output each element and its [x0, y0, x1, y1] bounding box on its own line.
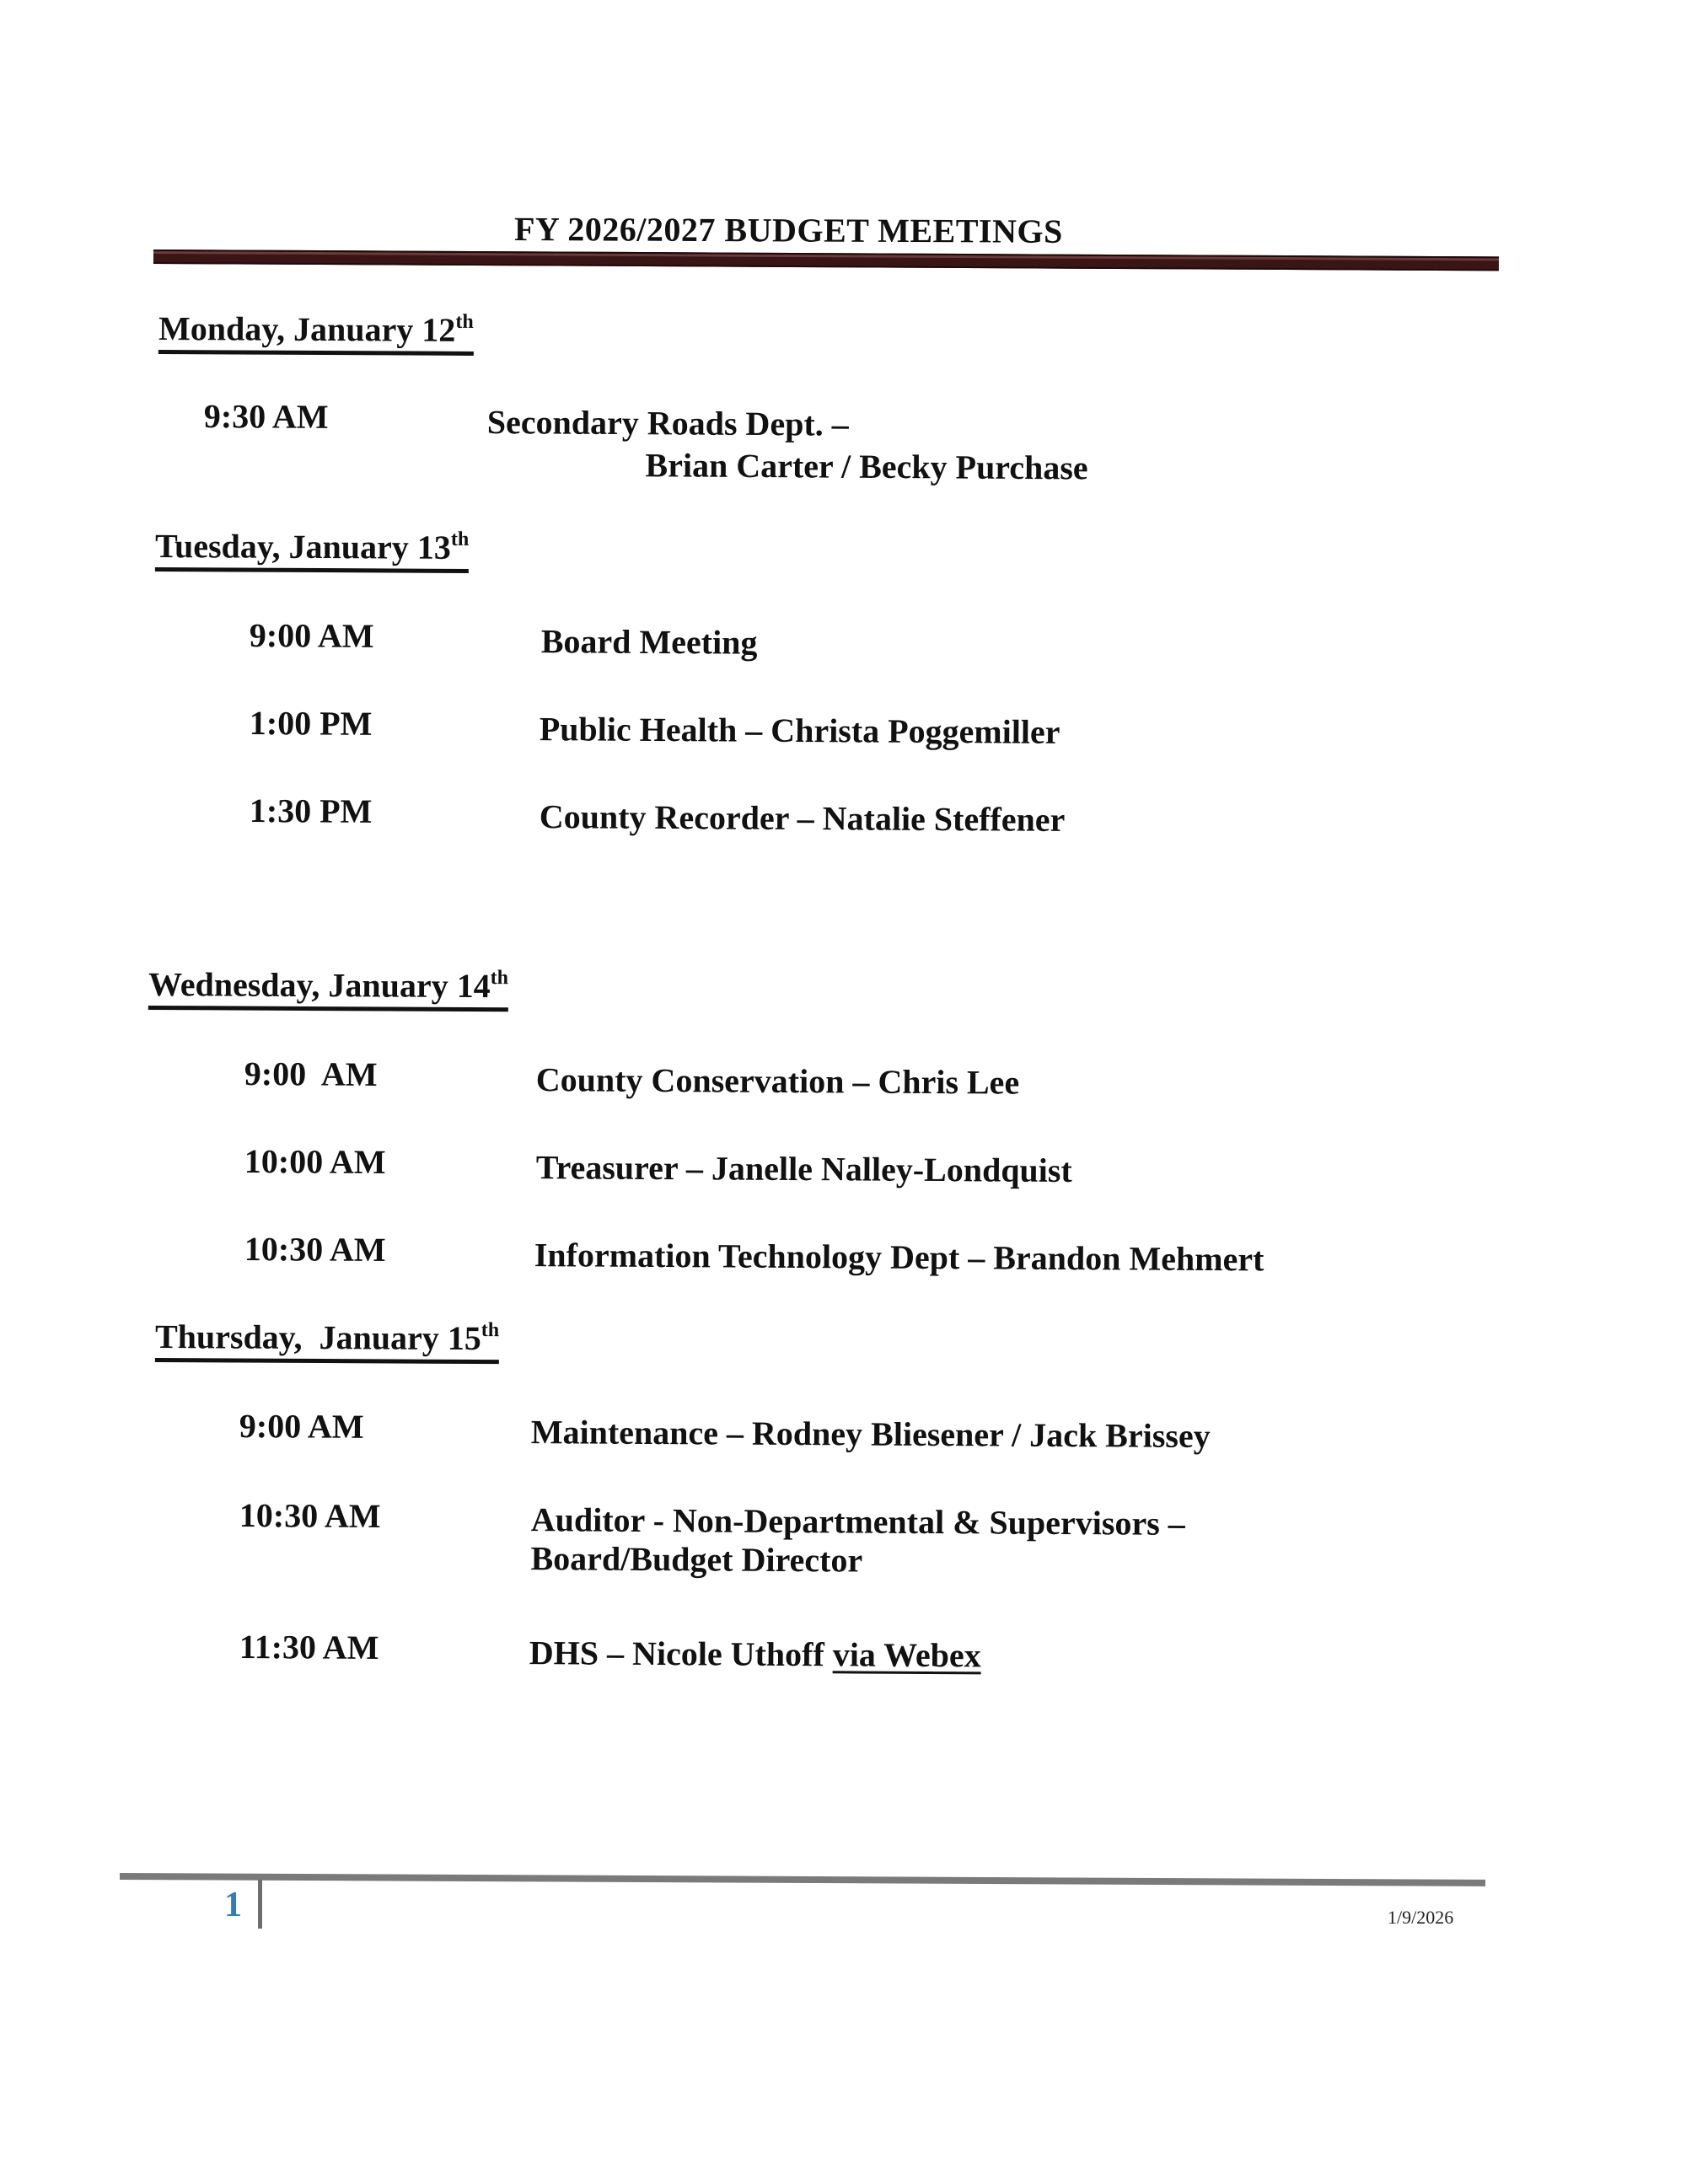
ordinal-suffix: th	[490, 967, 509, 990]
day-heading-monday	[158, 309, 474, 356]
day-heading-thursday	[155, 1317, 499, 1364]
ordinal-suffix: th	[455, 310, 474, 333]
footer-divider	[120, 1873, 1485, 1886]
day-label: Monday, January 12	[158, 309, 456, 349]
meeting-description: Maintenance – Rodney Bliesener / Jack Brissey	[530, 1413, 1211, 1456]
meeting-description	[486, 401, 1088, 489]
title-divider	[153, 250, 1499, 271]
day-label: Thursday, January 15	[154, 1317, 481, 1358]
meeting-description: Public Health – Christa Poggemiller	[539, 710, 1060, 751]
meeting-time: 9:30 AM	[203, 396, 329, 436]
meeting-time: 10:00 AM	[244, 1142, 386, 1182]
meeting-description	[530, 1500, 1184, 1582]
meeting-time: 1:30 PM	[249, 791, 373, 830]
meeting-description	[529, 1632, 981, 1677]
day-label: Wednesday, January 14	[148, 965, 491, 1006]
meeting-description: Board Meeting	[540, 622, 758, 662]
page-number: 1	[224, 1886, 242, 1924]
meeting-description: Information Technology Dept – Brandon Mehmert	[534, 1236, 1264, 1279]
meeting-description-line2: Board/Budget Director	[530, 1539, 863, 1580]
footer-page-separator	[258, 1880, 262, 1929]
day-heading-tuesday	[155, 526, 469, 573]
meeting-description-line1: Secondary Roads Dept. –	[486, 403, 849, 443]
meeting-time: 10:30 AM	[244, 1230, 386, 1269]
ordinal-suffix: th	[481, 1319, 500, 1342]
meeting-description: County Conservation – Chris Lee	[535, 1060, 1020, 1102]
meeting-description: County Recorder – Natalie Steffener	[539, 797, 1066, 839]
meeting-time: 9:00 AM	[239, 1407, 364, 1446]
meeting-time: 1:00 PM	[249, 704, 373, 743]
document-title: FY 2026/2027 BUDGET MEETINGS	[513, 210, 1063, 250]
meeting-time: 11:30 AM	[239, 1628, 379, 1667]
meeting-description-text: DHS – Nicole Uthoff	[529, 1634, 833, 1674]
ordinal-suffix: th	[450, 528, 470, 550]
meeting-description: Treasurer – Janelle Nalley-Londquist	[535, 1148, 1072, 1189]
meeting-description-line1: Auditor - Non-Departmental & Supervisors –	[530, 1500, 1185, 1543]
meeting-time: 9:00 AM	[244, 1054, 378, 1093]
day-label: Tuesday, January 13	[154, 527, 451, 566]
meeting-time: 10:30 AM	[239, 1496, 381, 1536]
meeting-time: 9:00 AM	[249, 616, 374, 655]
footer-date: 1/9/2026	[1388, 1907, 1454, 1928]
webex-link[interactable]: via Webex	[832, 1635, 981, 1675]
meeting-description-line2: Brian Carter / Becky Purchase	[645, 446, 1088, 487]
day-heading-wednesday	[148, 964, 508, 1012]
